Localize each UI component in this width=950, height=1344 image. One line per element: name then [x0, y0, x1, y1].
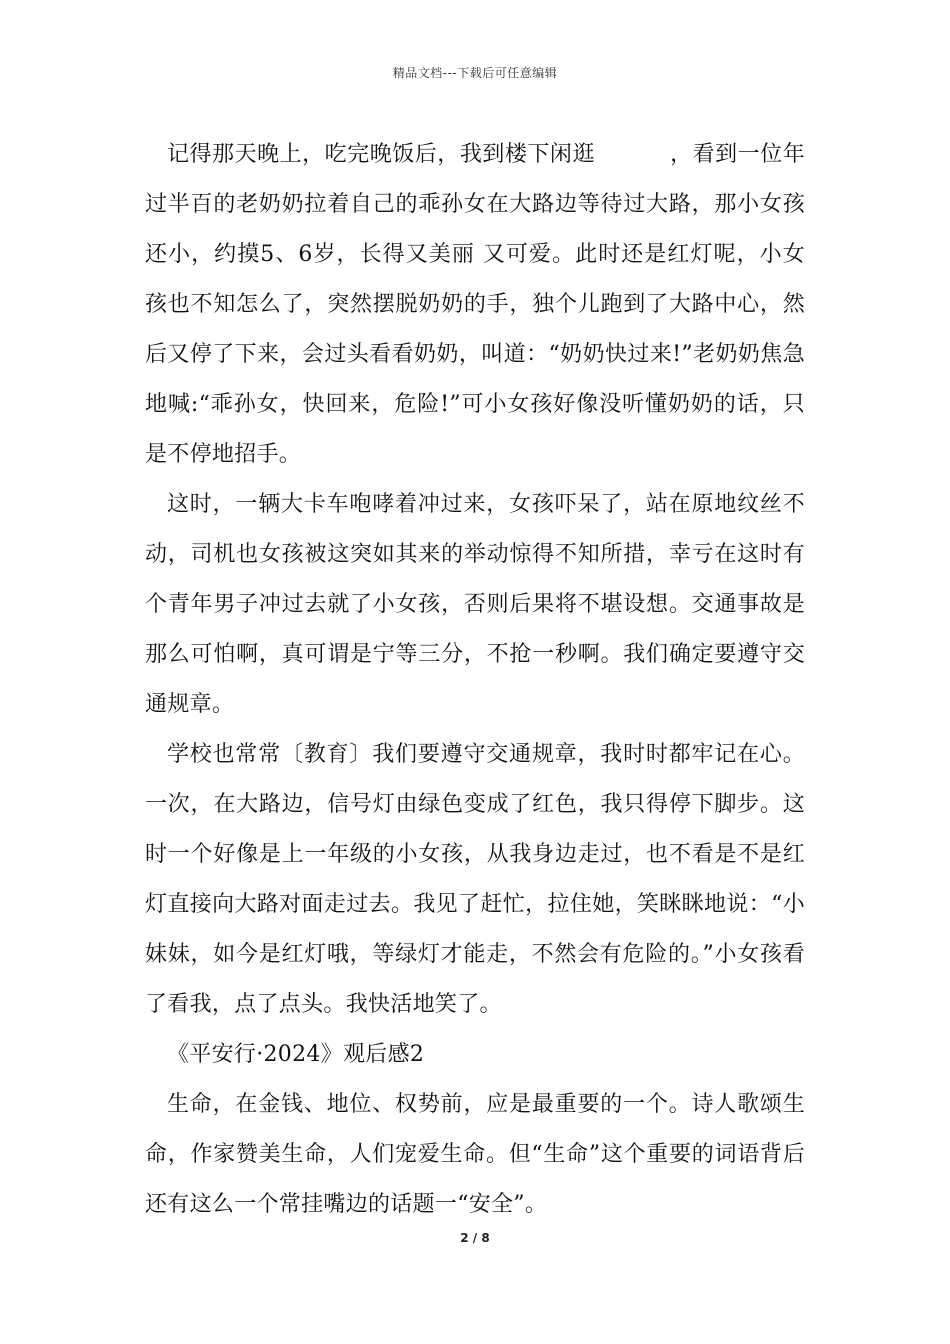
paragraph-3: 学校也常常〔教育〕我们要遵守交通规章，我时时都牢记在心。一次，在大路边，信号灯由绿色变成了红色，我只得停下脚步。这时一个好像是上一年级的小女孩，从我身边走过，也不看是不是红灯直接向大路对面走过去。我见了赶忙，拉住她，笑眯眯地说：“小妹妹，如今是红灯哦，等绿灯才能走，不然会有危险的。”小女孩看了看我，点了点头。我快活地笑了。: [145, 742, 805, 1017]
page-number: 2 / 8: [460, 1231, 490, 1245]
document-body: [145, 130, 805, 1230]
paragraph-1: 记得那天晚上，吃完晚饭后，我到楼下闲逛 ，看到一位年过半百的老奶奶拉着自己的乖孙女在大路边等待过大路，那小女孩还小，约摸5、6岁，长得又美丽 又可爱。此时还是红灯呢，小女孩也不知怎么了，突然摆脱奶奶的手，独个儿跑到了大路中心，然后又停了下来，会过头看看奶奶，叫道：“奶奶快过来!”老奶奶焦急地喊:“乖孙女，快回来，危险!”可小女孩好像没听懂奶奶的话，只是不停地招手。: [145, 142, 805, 467]
page-header: 精品文档---下载后可任意编辑: [392, 66, 558, 80]
paragraph-4: 生命，在金钱、地位、权势前，应是最重要的一个。诗人歌颂生命，作家赞美生命，人们宠爱生命。但“生命”这个重要的词语背后还有这么一个常挂嘴边的话题一“安全”。: [145, 1092, 805, 1217]
paragraph-2: 这时，一辆大卡车咆哮着冲过来，女孩吓呆了，站在原地纹丝不动，司机也女孩被这突如其来的举动惊得不知所措，幸亏在这时有个青年男子冲过去就了小女孩，否则后果将不堪设想。交通事故是那么可怕啊，真可谓是宁等三分，不抢一秒啊。我们确定要遵守交通规章。: [145, 492, 805, 717]
section-heading: 《平安行·2024》观后感2: [167, 1042, 425, 1067]
